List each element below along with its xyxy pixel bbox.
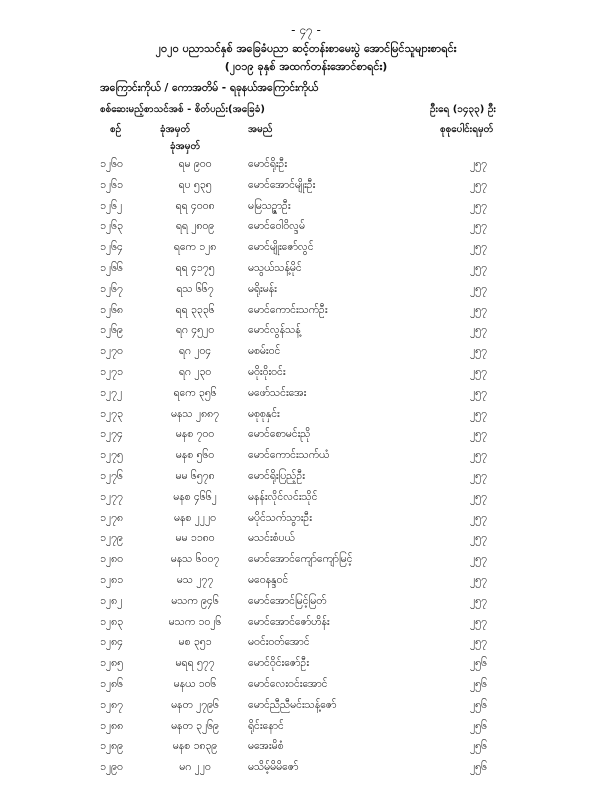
row-number: ၁၂၆၁ [100,178,123,191]
row-number: ၁၂၈၈ [100,719,124,732]
row-marks: ၂၅၆ [470,657,487,670]
table-row [0,324,612,344]
row-roll-id: မနစ ၅၆၀ [175,449,215,462]
row-marks: ၂၅၇ [470,199,487,212]
row-marks: ၂၅၇ [470,511,487,524]
row-number: ၁၂၆၉ [100,324,123,337]
row-roll-id: မနတ ၃၂၆၉ [171,719,219,732]
row-name: မသွယ်သန့်မိုင် [248,262,302,274]
row-name: မောင်လေးဝင်းအောင် [248,678,328,690]
row-roll-id: ရရ ၄၁၇၅ [175,262,215,274]
table-row [0,366,612,386]
row-marks: ၂၅၇ [470,366,487,378]
column-header-no: စဉ် [110,124,122,135]
row-roll-id: မသက ၁၀၂၆ [168,615,222,628]
column-header-id-sub: ခုံအမှတ် [170,141,201,152]
page-subtitle: (၂၀၁၉ ခုနှစ် အထက်တန်းအောင်စာရင်း) [224,60,388,73]
row-name: မောင်ညီညီမင်းသန့်ဇော် [248,698,337,711]
row-number: ၁၂၇၄ [100,428,123,441]
row-roll-id: မစ ၃၅၁ [178,636,212,649]
row-roll-id: ရရ ၃၃၃၆ [175,303,215,316]
table-row [0,595,612,615]
table-row [0,200,612,220]
table-row [0,616,612,636]
row-marks: ၂၅၇ [470,532,487,545]
row-number: ၁၂၉၀ [100,761,123,774]
row-number: ၁၂၆၃ [100,220,123,233]
row-number: ၁၂၇၇ [100,490,123,503]
table-row [0,657,612,677]
row-name: မောင်ကောင်းသက်ဦး [248,303,328,316]
row-name: မသင်းစံပယ် [248,532,295,545]
row-roll-id: ရမ ၉၀၀ [178,158,212,170]
column-header-id: ခုံအမှတ် [160,124,191,135]
table-row [0,220,612,240]
row-number: ၁၂၇၃ [100,407,123,420]
table-row [0,449,612,469]
row-number: ၁၂၈၂ [100,594,123,607]
table-row [0,678,612,698]
row-name: မဝင်းဝတ်အောင် [248,636,310,649]
table-row [0,761,612,781]
row-name: မဝေနန္ဒဝင် [248,574,289,586]
region-label: အကြောင်းကိုယ် / ကောအတိမ် - ရခုနယ်အကြောင်းကိုယ် [100,82,319,94]
row-roll-id: ရသ ၆၆၇ [176,282,214,295]
row-name: မောင်လွန်သန့် [248,324,301,337]
table-row [0,699,612,719]
row-roll-id: ရဂ ၂၃၀ [178,366,212,378]
row-roll-id: ရရ ၄၀၀၈ [175,199,215,212]
row-number: ၁၂၈၇ [100,698,123,711]
row-name: မောင်အောင်ဇော်ဟိန်း [248,615,330,628]
row-name: မောင်အောင်မျိုးဦး [248,178,316,191]
row-marks: ၂၅၇ [470,303,487,316]
row-marks: ၂၅၇ [470,428,487,441]
row-name: မနန်းလိုင်လင်းသိုင် [248,490,318,503]
row-name: မောင်ရိုးပြည့်ဦး [248,470,305,482]
row-name: မောင်အောင်ကျော်ကျော်မြင့် [248,553,353,566]
row-number: ၁၂၇၅ [100,449,123,462]
table-row [0,720,612,740]
row-marks: ၂၅၇ [470,449,487,462]
table-row [0,408,612,428]
row-number: ၁၂၇၆ [100,470,123,482]
row-marks: ၂၅၇ [470,241,487,254]
row-marks: ၂၅၇ [470,636,487,649]
row-roll-id: မသ ၂၇၇ [176,574,214,586]
table-row [0,179,612,199]
row-name: မောင်အောင်မြင့်မြတ် [248,594,327,607]
table-row [0,574,612,594]
table-row [0,387,612,407]
row-marks: ၂၅၇ [470,262,487,274]
row-roll-id: မရရ ၅၇၇ [175,657,215,670]
row-name: မောင်မျိုးဇော်လွင် [248,241,314,254]
row-number: ၁၂၇၁ [100,366,123,378]
row-marks: ၂၅၇ [470,324,487,337]
row-marks: ၂၅၆ [470,740,487,753]
table-row [0,636,612,656]
row-number: ၁၂၆၈ [100,303,123,316]
row-roll-id: မမ ၁၁၈၀ [175,532,215,545]
row-number: ၁၂၈၆ [100,678,123,690]
row-roll-id: မမ ၆၅၇၈ [175,470,215,482]
row-roll-id: ရဂ ၄၅၂၀ [175,324,215,337]
row-marks: ၂၅၇ [470,158,487,170]
row-marks: ၂၅၇ [470,407,487,420]
row-marks: ၂၅၇ [470,386,487,399]
row-roll-id: မသက ၉၄၆ [171,594,219,607]
row-marks: ၂၅၆ [470,719,487,732]
row-marks: ၂၅၇ [470,615,487,628]
table-row [0,428,612,448]
row-marks: ၂၅၇ [470,574,487,586]
row-marks: ၂၅၇ [470,220,487,233]
row-roll-id: ရဂ ၂၀၄ [178,345,212,358]
row-number: ၁၂၇၀ [100,345,123,358]
row-roll-id: ရကေ ၃၅၆ [173,386,217,399]
row-name: မောင်စောမင်းညို [248,428,311,441]
row-name: မအေးမိစံ [248,740,284,753]
row-number: ၁၂၇၉ [100,532,123,545]
row-number: ၁၂၆၂ [100,199,123,212]
table-row [0,304,612,324]
table-row [0,345,612,365]
row-marks: ၂၅၇ [470,470,487,482]
row-number: ၁၂၈၅ [100,657,123,670]
row-name: မဖော်သင်းအေး [248,386,307,399]
row-marks: ၂၅၇ [470,345,487,358]
center-label: စစ်ဆေးမည့်စာသင်အစ် - စိတ်ပည်း(အခြေခံ) [100,104,265,115]
row-name: မသိမ့်မိမိဇော် [248,761,299,774]
row-name: မောင်ဝိုင်းဇော်ဦး [248,657,309,670]
row-number: ၁၂၈၁ [100,574,123,586]
row-marks: ၂၅၇ [470,282,487,295]
row-number: ၁၂၆၄ [100,241,123,254]
row-marks: ၂၅၆ [470,698,487,711]
table-row [0,283,612,303]
row-name: မပိုင်သက်သွားဦး [248,511,312,524]
row-number: ၁၂၆၇ [100,282,123,295]
row-marks: ၂၅၆ [470,678,487,690]
row-roll-id: မနသ ၆၀၀၇ [170,553,220,566]
page-number: - ၄၇ - [291,23,321,37]
row-number: ၁၂၈၃ [100,615,123,628]
row-roll-id: မနစ ၄၆၆၂ [173,490,217,503]
table-row [0,470,612,490]
row-number: ၁၂၆၀ [100,158,123,170]
page-title: ၂၀၂၀ ပညာသင်နှစ် အခြေခံပညာ ဆင့်တန်းစာမေးပွဲ အောင်မြင်သူများစာရင်း [155,42,457,55]
row-marks: ၂၅၇ [470,178,487,191]
row-marks: ၂၅၇ [470,594,487,607]
row-roll-id: ရကေ ၁၂၈ [173,241,217,254]
table-row [0,512,612,532]
row-roll-id: မဂ ၂၂၀ [179,761,211,774]
row-roll-id: မနစ ၇၀၀ [175,428,215,441]
column-header-marks: စုစုပေါင်းရမှတ် [440,124,494,135]
row-name: မောင်ရိုးဦး [248,158,288,170]
row-marks: ၂၅၇ [470,490,487,503]
table-row [0,491,612,511]
row-number: ၁၂၇၈ [100,511,123,524]
row-roll-id: ရပ ၅၃၅ [178,178,212,191]
row-name: မဝိုးဝိုးဝင်း [248,366,286,378]
total-count-label: ဦးရေ (၁၄၃၃) ဦး [430,104,496,115]
row-name: ရိုင်းနောင် [248,719,284,732]
row-number: ၁၂၈၉ [100,740,123,753]
row-marks: ၂၅၆ [470,761,487,774]
row-number: ၁၂၈၀ [100,553,123,566]
table-row [0,158,612,178]
table-row [0,532,612,552]
row-number: ၁၂၆၆ [100,262,123,274]
table-row [0,740,612,760]
row-roll-id: မနသ ၂၈၈၇ [171,407,219,420]
row-name: မစုစုနှင်း [248,407,280,420]
row-name: မောင်ဝေါဝိလ္ဒမ် [248,220,305,233]
row-roll-id: ရရ ၂၈၀၉ [175,220,215,233]
row-number: ၁၂၇၂ [100,386,123,399]
row-name: မရိုးမန်း [248,282,277,295]
row-name: မမြသဉ္ဇာဦး [248,199,291,212]
row-roll-id: မနစ ၂၂၂၀ [173,511,217,524]
row-name: မစမ်းဝင် [248,345,281,358]
table-row [0,241,612,261]
row-roll-id: မနယ ၁၀၆ [173,678,217,690]
row-marks: ၂၅၇ [470,553,487,566]
row-number: ၁၂၈၄ [100,636,123,649]
column-header-name: အမည် [248,124,273,135]
table-row [0,262,612,282]
table-row [0,553,612,573]
row-name: မောင်ကောင်းသက်ယံ [248,449,330,462]
row-roll-id: မနတ ၂၇၉၆ [171,698,219,711]
row-roll-id: မနစ ၁၈၃၉ [172,740,218,753]
